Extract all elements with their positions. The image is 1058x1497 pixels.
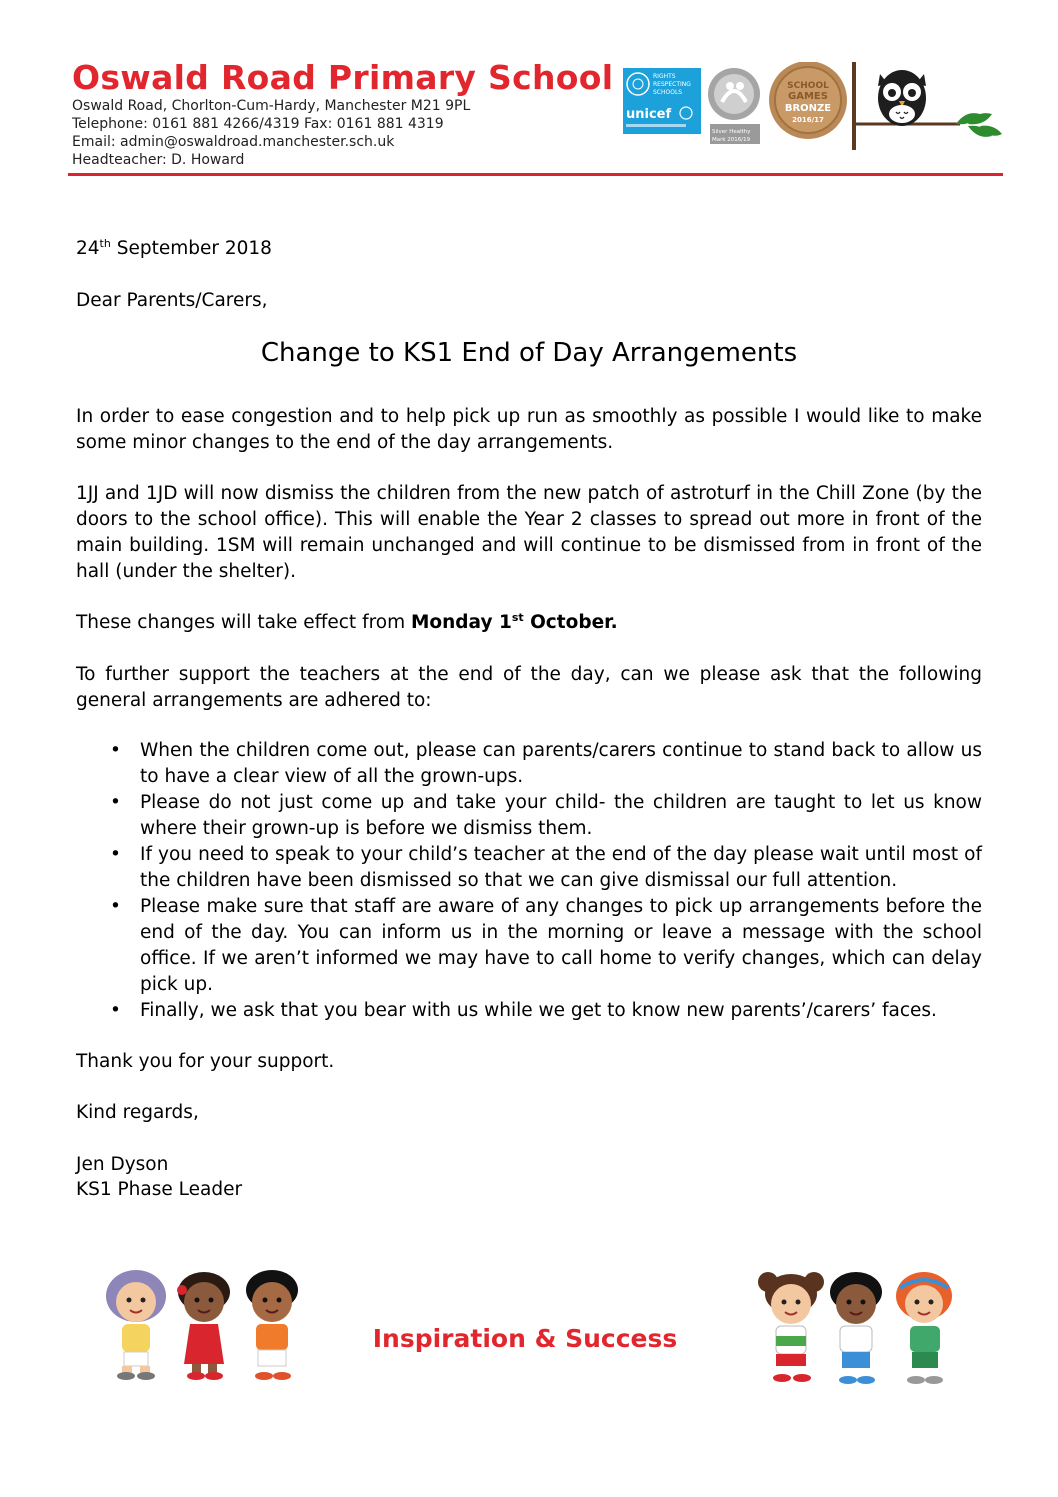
school-telephone: Telephone: 0161 881 4266/4319 Fax: 0161 881 4319 — [72, 116, 444, 132]
effective-date-bold-2: October. — [523, 612, 618, 633]
closing-line: Kind regards, — [76, 1102, 199, 1123]
rights-text-3: SCHOOLS — [653, 89, 683, 96]
list-item-text: Finally, we ask that you bear with us while we get to know new parents’/carers’ faces. — [140, 1000, 937, 1021]
school-email: Email: admin@oswaldroad.manchester.sch.uk — [72, 134, 395, 150]
bullet-icon: • — [110, 896, 121, 917]
date-suffix: th — [99, 236, 111, 250]
bullet-icon: • — [110, 792, 121, 813]
effective-date-sup: st — [511, 610, 524, 624]
school-name: Oswald Road Primary School — [72, 58, 614, 97]
header-divider — [68, 173, 1003, 176]
bullet-icon: • — [110, 740, 121, 761]
school-games-bronze-logo — [769, 62, 847, 139]
list-item-text: If you need to speak to your child’s teacher at the end of the day please wait until most of the children have been dismissed so that we can give dismissal our full attention. — [140, 844, 982, 891]
rights-text-2: RESPECTING — [653, 81, 691, 88]
list-item — [76, 998, 982, 1024]
paragraph-3 — [76, 610, 982, 636]
list-item — [76, 894, 982, 998]
list-item-text: When the children come out, please can parents/carers continue to stand back to allow us to have a clear view of all the grown-ups. — [140, 740, 982, 787]
list-item — [76, 790, 982, 842]
games-text-2: GAMES — [788, 91, 828, 102]
games-text-4: 2016/17 — [792, 116, 824, 124]
healthy-schools-silver-logo — [708, 68, 760, 144]
school-headteacher: Headteacher: D. Howard — [72, 152, 245, 168]
paragraph-2: 1JJ and 1JD will now dismiss the children from the new patch of astroturf in the Chill Zone (by the doors to the school office). This will enable the Year 2 classes to spread out more in front of the main building. 1SM will remain unchanged and will continue to be dismissed from in front of the hall (under the shelter). — [76, 483, 982, 582]
owl-logo — [852, 62, 1002, 150]
salutation: Dear Parents/Carers, — [76, 290, 268, 311]
bullet-icon: • — [110, 1000, 121, 1021]
header-logos — [620, 62, 1010, 154]
arrangements-list — [76, 738, 982, 1024]
letter-title: Change to KS1 End of Day Arrangements — [260, 338, 798, 368]
school-motto: Inspiration & Success — [372, 1324, 678, 1353]
list-item-text: Please make sure that staff are aware of any changes to pick up arrangements before the end of the day. You can inform us in the morning or leave a message with the school office. If we aren’t informed we may have to call home to verify changes, which can delay pick up. — [140, 896, 982, 995]
bullet-icon: • — [110, 844, 121, 865]
letter-date — [76, 236, 982, 262]
list-item-text: Please do not just come up and take your child- the children are taught to let us know where their grown-up is before we dismiss them. — [140, 792, 982, 839]
rights-text-1: RIGHTS — [653, 73, 676, 80]
list-item — [76, 842, 982, 894]
effective-date-bold-1: Monday 1 — [411, 612, 512, 633]
silver-text-2: Mark 2016/19 — [712, 137, 751, 143]
unicef-rights-respecting-logo — [623, 68, 701, 134]
effective-date-prefix: These changes will take effect from — [76, 612, 411, 633]
children-illustration-right — [748, 1266, 966, 1390]
unicef-text: unicef — [626, 107, 672, 122]
date-day: 24 — [76, 238, 100, 259]
thanks-line: Thank you for your support. — [76, 1051, 335, 1072]
signer-name: Jen Dyson — [76, 1154, 169, 1175]
paragraph-1: In order to ease congestion and to help pick up run as smoothly as possible I would like to make some minor changes to the end of the day arrangements. — [76, 406, 982, 453]
paragraph-4: To further support the teachers at the end of the day, can we please ask that the following general arrangements are adhered to: — [76, 664, 982, 711]
games-text-3: BRONZE — [784, 103, 832, 114]
date-rest: September 2018 — [110, 238, 272, 259]
games-text-1: SCHOOL — [787, 81, 829, 91]
list-item — [76, 738, 982, 790]
signer-role: KS1 Phase Leader — [76, 1179, 243, 1200]
school-address: Oswald Road, Chorlton-Cum-Hardy, Manchester M21 9PL — [72, 98, 471, 114]
silver-text: Silver Healthy — [712, 129, 751, 135]
